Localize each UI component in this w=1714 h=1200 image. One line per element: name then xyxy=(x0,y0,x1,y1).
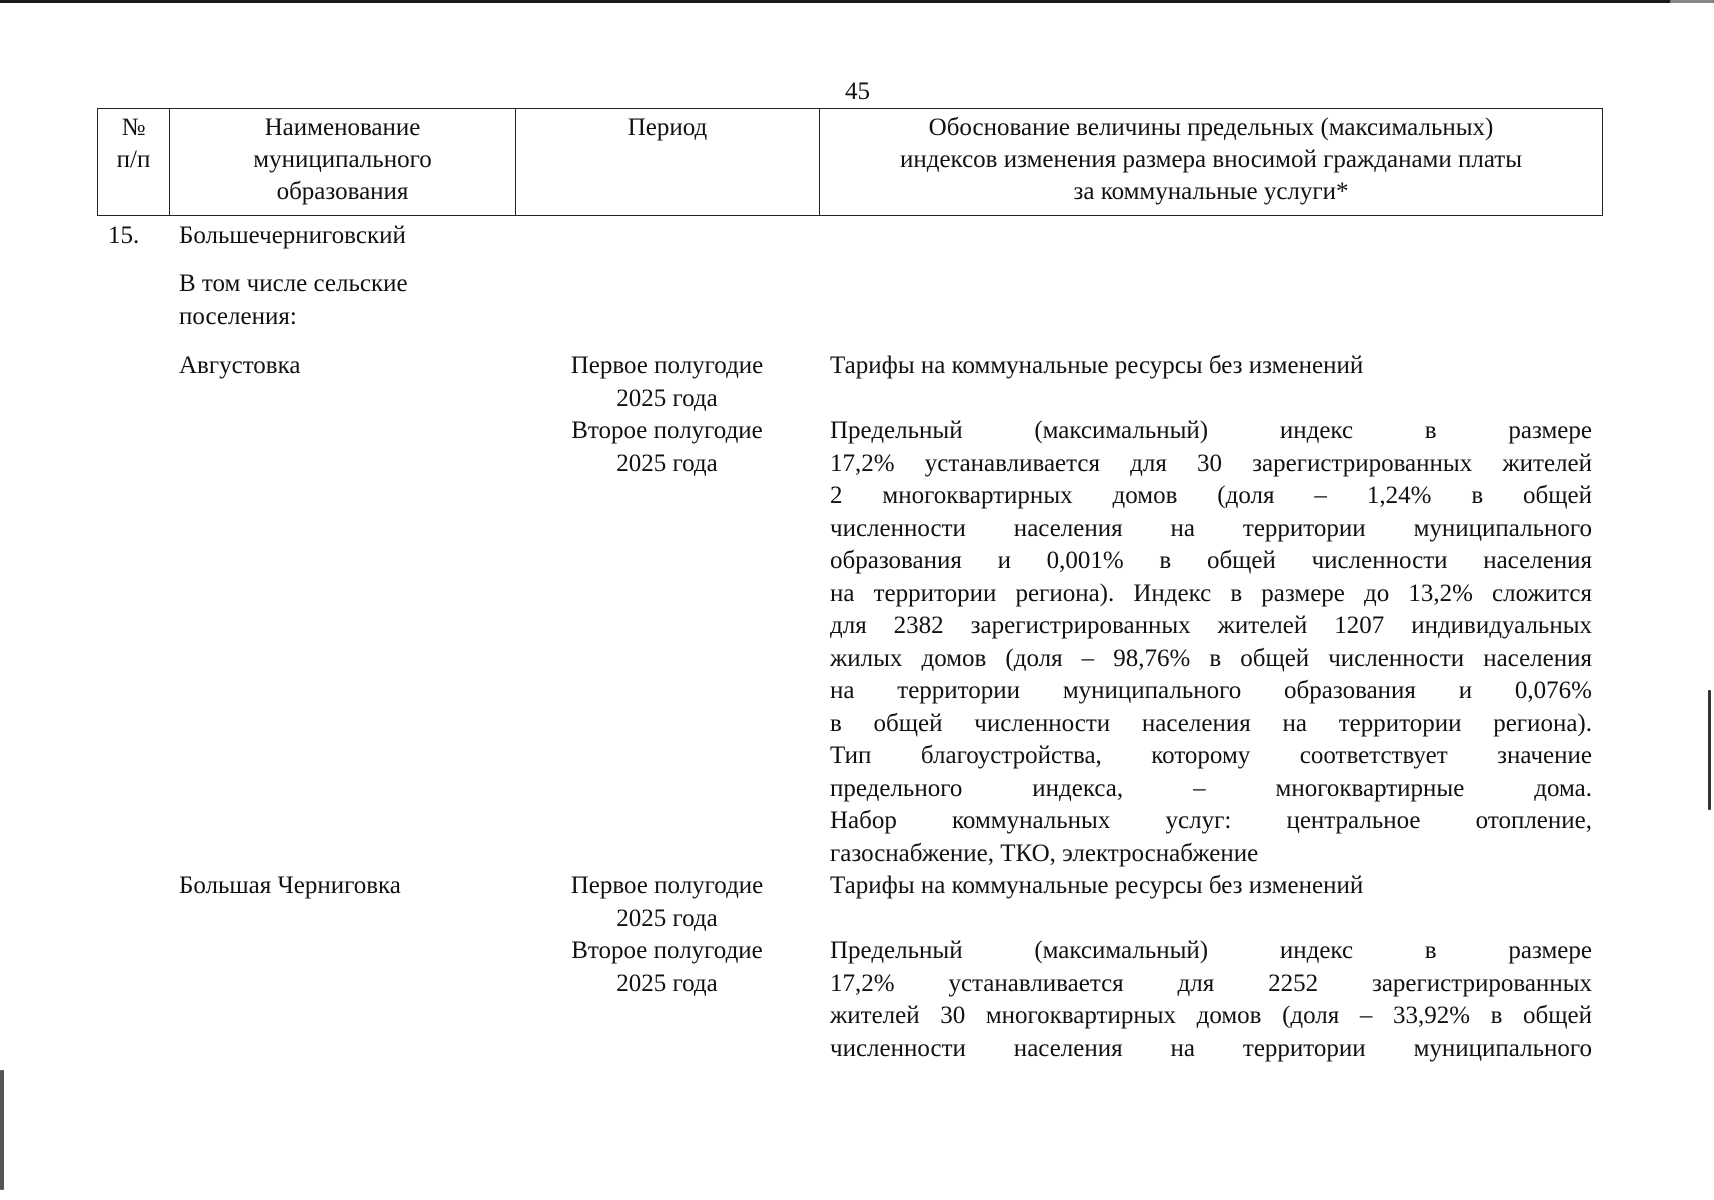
header-col-period xyxy=(516,109,820,216)
basis-line: Тип благоустройства, которому соответствует значение xyxy=(830,742,1592,769)
period-line2: 2025 года xyxy=(616,384,718,412)
period-second-half xyxy=(537,415,797,480)
period-line1: Второе полугодие xyxy=(571,937,763,964)
subtitle-line2: поселения: xyxy=(179,302,297,330)
basis-text xyxy=(830,350,1592,383)
entry-number: 15. xyxy=(108,222,140,249)
scan-edge-line xyxy=(0,0,1714,3)
page-number: 45 xyxy=(845,78,870,105)
basis-line: Тарифы на коммунальные ресурсы без изменений xyxy=(830,352,1364,379)
settlement-name: Большая Черниговка xyxy=(179,872,401,899)
basis-line: Тарифы на коммунальные ресурсы без изменений xyxy=(830,872,1364,899)
period-line2: 2025 года xyxy=(616,449,718,477)
header-col-number-line2: п/п xyxy=(116,146,151,173)
basis-line: образования и 0,001% в общей численности населения xyxy=(830,547,1592,574)
basis-line: Набор коммунальных услуг: центральное отопление, xyxy=(830,807,1592,834)
header-col-name-line1: Наименование xyxy=(264,114,421,141)
scan-edge-mark xyxy=(1670,0,1714,3)
period-line1: Первое полугодие xyxy=(570,872,764,899)
period-line2: 2025 года xyxy=(616,904,718,932)
district-name: Большечерниговский xyxy=(179,222,406,249)
basis-line: жителей 30 многоквартирных домов (доля – 33,92% в общей xyxy=(830,1002,1592,1029)
header-col-name-line3: образования xyxy=(276,178,409,205)
basis-paragraph xyxy=(830,415,1592,870)
period-first-half xyxy=(537,870,797,935)
period-line2: 2025 года xyxy=(616,969,718,997)
period-line1: Первое полугодие xyxy=(570,352,764,379)
basis-line: Предельный (максимальный) индекс в размере xyxy=(830,417,1592,444)
header-col-basis-line2: индексов изменения размера вносимой гражданами платы xyxy=(899,146,1523,173)
header-col-number xyxy=(98,109,170,216)
subtitle xyxy=(179,268,408,333)
header-col-number-line1: № xyxy=(121,114,146,141)
table-header xyxy=(97,108,1603,216)
basis-text xyxy=(830,870,1592,903)
basis-line: 17,2% устанавливается для 2252 зарегистрированных xyxy=(830,969,1592,997)
header-col-basis xyxy=(820,109,1603,216)
basis-line: в общей численности населения на территории региона). xyxy=(830,709,1592,737)
basis-line: газоснабжение, ТКО, электроснабжение xyxy=(830,839,1259,867)
basis-line: на территории муниципального образования и 0,076% xyxy=(830,677,1592,704)
header-col-basis-line1: Обоснование величины предельных (максимальных) xyxy=(928,114,1494,141)
scan-edge-mark xyxy=(0,1070,4,1190)
period-line1: Второе полугодие xyxy=(571,417,763,444)
scan-edge-mark xyxy=(1708,690,1711,810)
period-second-half xyxy=(537,935,797,1000)
settlement-name: Августовка xyxy=(179,352,301,379)
basis-line: жилых домов (доля – 98,76% в общей численности населения xyxy=(830,644,1592,672)
period-first-half xyxy=(537,350,797,415)
basis-line: численности населения на территории муниципального xyxy=(830,1034,1592,1062)
basis-line: 2 многоквартирных домов (доля – 1,24% в общей xyxy=(830,482,1592,509)
basis-line: на территории региона). Индекс в размере до 13,2% сложится xyxy=(830,579,1592,607)
header-col-name xyxy=(170,109,516,216)
basis-line: численности населения на территории муниципального xyxy=(830,514,1592,542)
basis-line: предельного индекса, – многоквартирные дома. xyxy=(830,774,1592,802)
header-col-name-line2: муниципального xyxy=(253,146,432,173)
basis-line: 17,2% устанавливается для 30 зарегистрированных жителей xyxy=(830,449,1592,477)
basis-line: для 2382 зарегистрированных жителей 1207 индивидуальных xyxy=(830,612,1592,639)
header-col-period-label: Период xyxy=(627,114,708,141)
basis-paragraph xyxy=(830,935,1592,1065)
header-col-basis-line3: за коммунальные услуги* xyxy=(1073,178,1349,205)
basis-line: Предельный (максимальный) индекс в размере xyxy=(830,937,1592,964)
subtitle-line1: В том числе сельские xyxy=(179,270,408,297)
